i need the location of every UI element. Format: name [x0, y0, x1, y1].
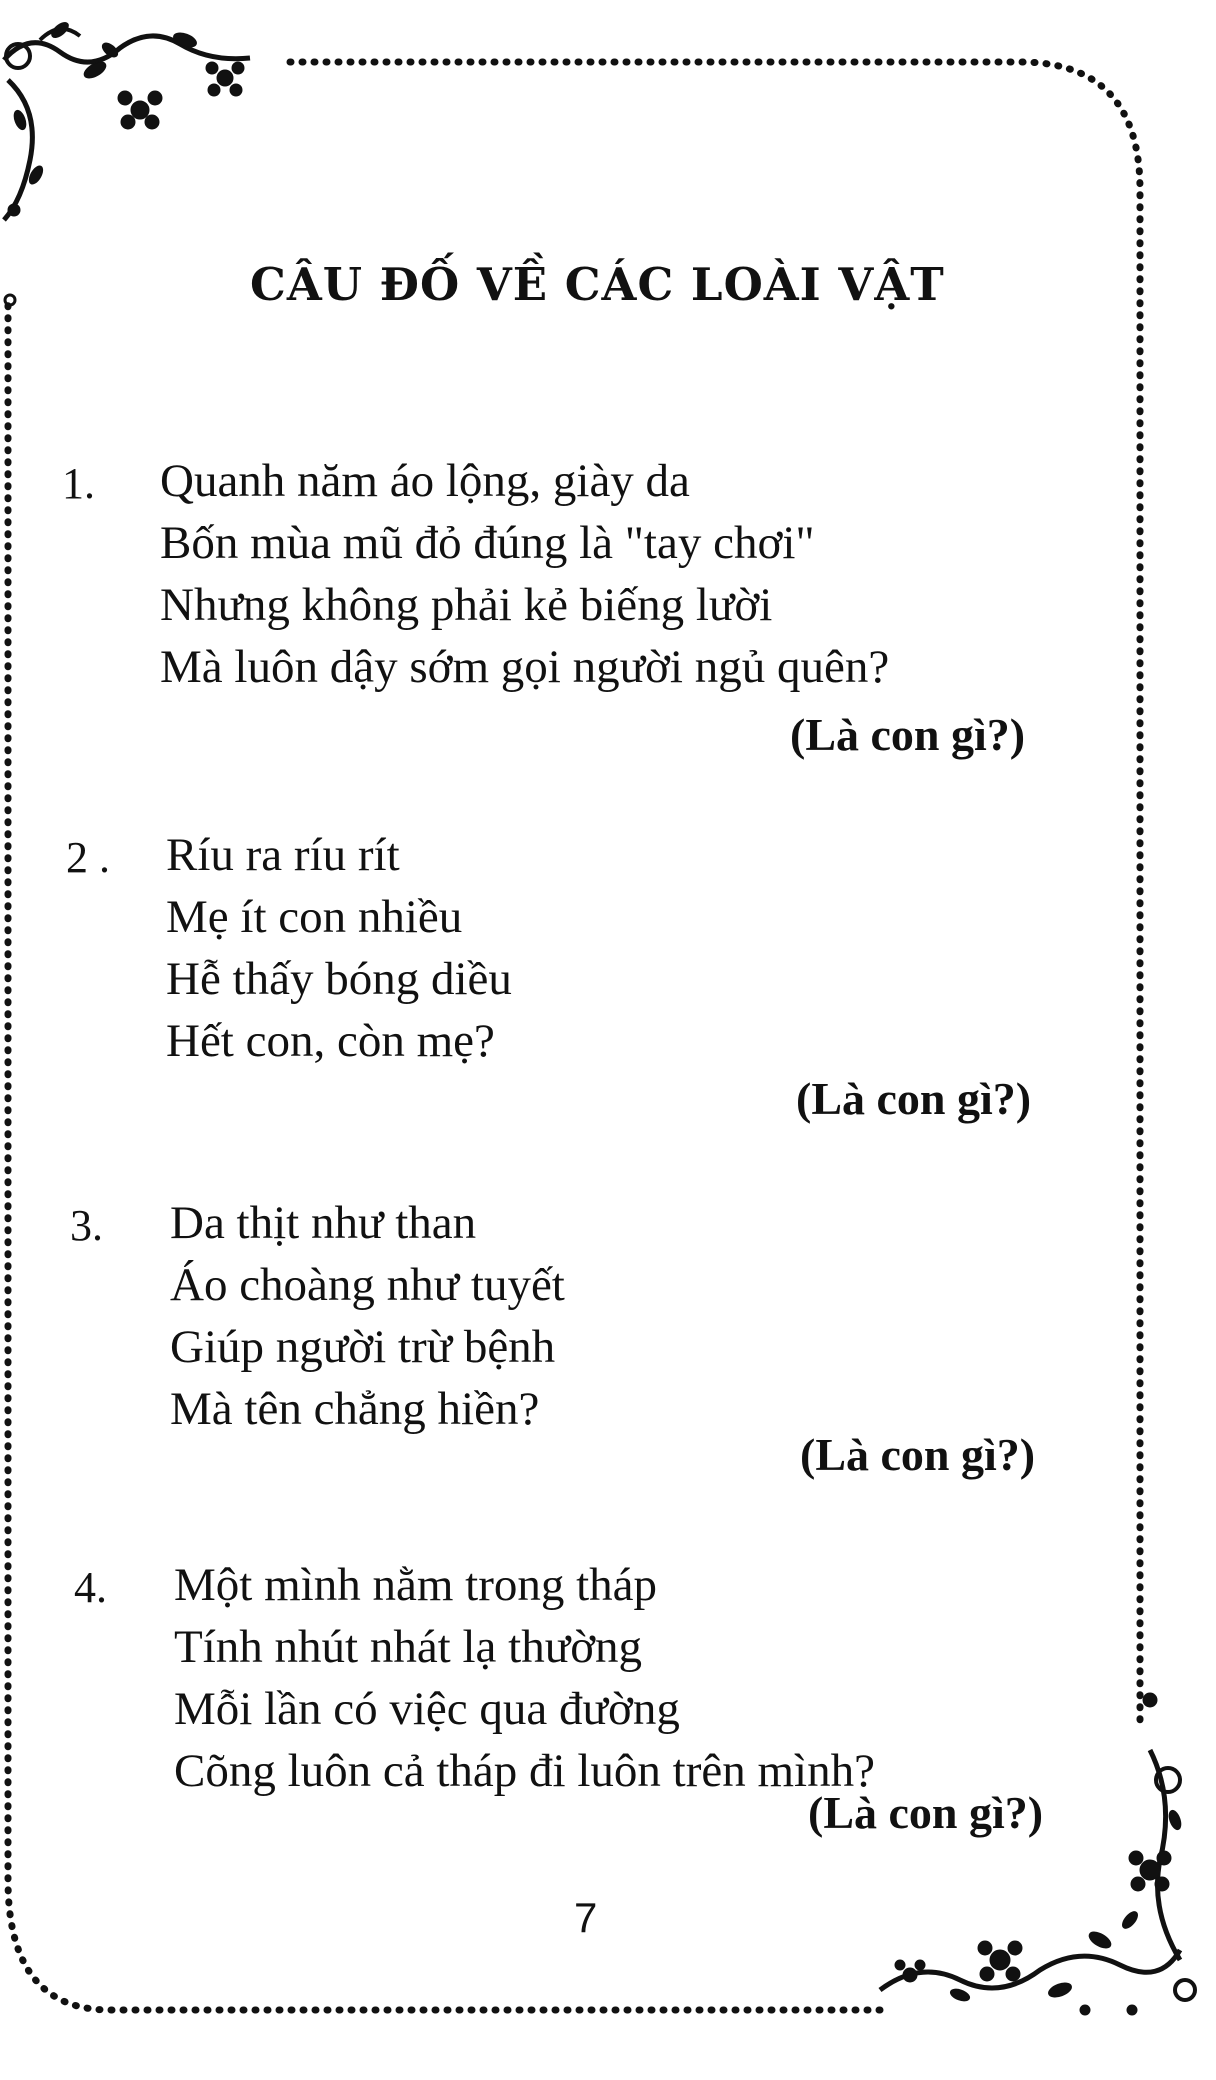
riddle-line: Mẹ ít con nhiều	[166, 891, 463, 943]
riddle-lines	[160, 450, 889, 698]
floral-corner-ornament-icon	[880, 1693, 1195, 2015]
riddle-line: Tính nhút nhát lạ thường	[174, 1621, 643, 1673]
riddle-line: Mỗi lần có việc qua đường	[174, 1683, 680, 1735]
riddle-line: Ríu ra ríu rít	[166, 829, 400, 881]
riddle-lines	[174, 1554, 875, 1802]
page-number: 7	[574, 1894, 598, 1941]
riddle-lines	[166, 824, 512, 1072]
riddle-line: Quanh năm áo lộng, giày da	[160, 455, 690, 507]
riddle-number: 1.	[62, 459, 95, 508]
riddle-answer-prompt: (Là con gì?)	[790, 709, 1026, 760]
riddle-line: Hễ thấy bóng diều	[166, 953, 512, 1005]
riddle-answer-prompt: (Là con gì?)	[800, 1429, 1036, 1480]
riddle-line: Hết con, còn mẹ?	[166, 1015, 495, 1067]
riddle-line: Mà tên chẳng hiền?	[170, 1383, 540, 1435]
riddle-number: 4.	[74, 1563, 107, 1612]
riddle-number: 2 .	[66, 833, 110, 882]
riddle-line: Giúp người trừ bệnh	[170, 1321, 556, 1373]
riddle-answer-prompt: (Là con gì?)	[796, 1073, 1032, 1124]
riddle-line: Bốn mùa mũ đỏ đúng là "tay chơi"	[160, 517, 815, 569]
riddle-line: Một mình nằm trong tháp	[174, 1559, 658, 1611]
riddle-line: Da thịt như than	[170, 1197, 477, 1249]
riddle-line: Nhưng không phải kẻ biếng lười	[160, 579, 773, 631]
floral-corner-ornament-icon	[4, 20, 250, 305]
riddle-line: Cõng luôn cả tháp đi luôn trên mình?	[174, 1745, 875, 1797]
riddle-number: 3.	[70, 1201, 103, 1250]
riddle-answer-prompt: (Là con gì?)	[808, 1787, 1044, 1838]
riddle-lines	[170, 1192, 565, 1440]
riddle-line: Mà luôn dậy sớm gọi người ngủ quên?	[160, 641, 890, 693]
page-title: CÂU ĐỐ VỀ CÁC LOÀI VẬT	[250, 258, 945, 311]
riddle-line: Áo choàng như tuyết	[170, 1259, 565, 1311]
